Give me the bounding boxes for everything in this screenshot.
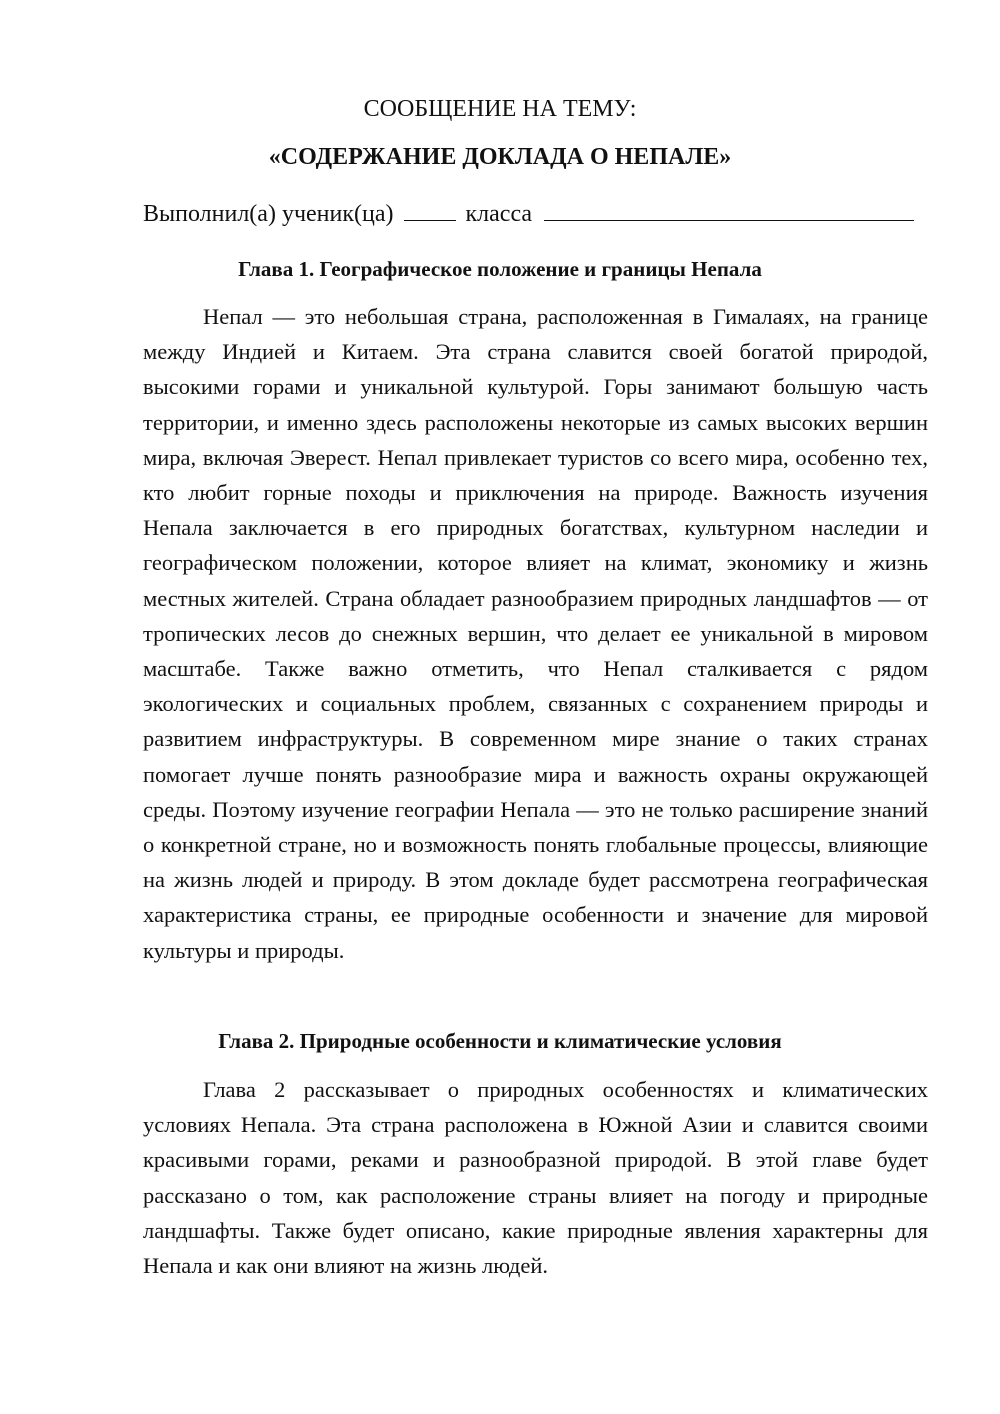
author-line xyxy=(143,198,933,229)
class-number-blank xyxy=(404,198,456,221)
document-title-line-2: «СОДЕРЖАНИЕ ДОКЛАДА О НЕПАЛЕ» xyxy=(268,144,732,170)
chapter-2-heading: Глава 2. Природные особенности и климатические условия xyxy=(218,1029,782,1053)
student-name-blank xyxy=(544,198,914,221)
chapter-2-paragraph: Глава 2 рассказывает о природных особенностях и климатических условиях Непала. Эта страна расположена в Южной Азии и славится своими красивыми горами, реками и разнообразной природой. В этой главе будет рассказано о том, как расположение страны влияет на погоду и природные ландшафты. Также будет описано, какие природные явления характерны для Непала и как они влияют на жизнь людей. xyxy=(143,1077,928,1279)
author-prefix-label: Выполнил(а) ученик(ца) xyxy=(143,201,394,227)
class-label: класса xyxy=(465,201,533,227)
chapter-1-paragraph: Непал — это небольшая страна, расположенная в Гималаях, на границе между Индией и Китаем. Эта страна славится своей богатой природой, высокими горами и уникальной культурой. Горы занимают большую часть территории, и именно здесь расположены некоторые из самых высоких вершин мира, включая Эверест. Непал привлекает туристов со всего мира, особенно тех, кто любит горные походы и приключения на природе. Важность изучения Непала заключается в его природных богатствах, культурном наследии и географическом положении, которое влияет на климат, экономику и жизнь местных жителей. Страна обладает разнообразием природных ландшафтов — от тропических лесов до снежных вершин, что делает ее уникальной в мировом масштабе. Также важно отметить, что Непал сталкивается с рядом экологических и социальных проблем, связанных с сохранением природы и развитием инфраструктуры. В современном мире знание о таких странах помогает лучше понять разнообразие мира и важность охраны окружающей среды. Поэтому изучение географии Непала — это не только расширение знаний о конкретной стране, но и возможность понять глобальные процессы, влияющие на жизнь людей и природу. В этом докладе будет рассмотрена географическая характеристика страны, ее природные особенности и значение для мировой культуры и природы. xyxy=(143,304,928,963)
document-title-line-1: СООБЩЕНИЕ НА ТЕМУ: xyxy=(363,96,637,122)
chapter-1-heading: Глава 1. Географическое положение и границы Непала xyxy=(238,257,762,281)
